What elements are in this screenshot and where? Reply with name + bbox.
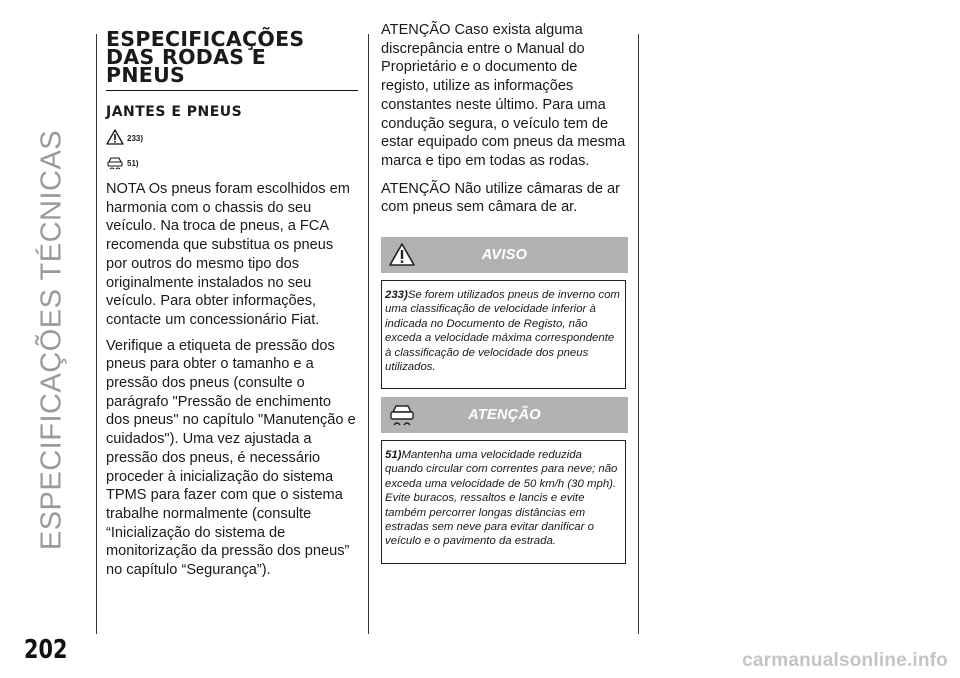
warning-box-title: AVISO: [481, 247, 528, 263]
left-rule: [96, 34, 97, 634]
heading-line: PNEUS: [106, 63, 186, 87]
watermark: carmanualsonline.info: [742, 650, 948, 671]
subheading: JANTES E PNEUS: [106, 104, 243, 120]
warning-reference: [106, 127, 358, 145]
skid-road-icon: [388, 402, 416, 428]
caution-box-number: 51): [385, 449, 402, 461]
left-column: [106, 27, 358, 580]
caution-box-body: [381, 440, 626, 564]
skid-road-icon: [106, 156, 124, 170]
caution-box-text: [385, 448, 623, 549]
section-heading: [106, 27, 358, 91]
paragraph-attention-registration: ATENÇÃO Caso exista alguma discrepância entre o Manual do Proprietário e o documento de registo, utilize as informações constantes neste último. Para uma condução segura, o veículo tem de estar equipado com pneus da mesma marca e tipo em todas as rodas.: [381, 22, 626, 169]
paragraph-note: NOTA Os pneus foram escolhidos em harmonia com o chassis do seu veículo. Na troca de pneus, a FCA recomenda que substitua os pneus por outros do mesmo tipo dos originalmente instalados no seu veículo. Para obter informações, contacte um concessionário Fiat.: [106, 181, 350, 328]
caution-box-header: [381, 397, 628, 433]
heading-line: DAS RODAS E: [106, 45, 267, 69]
reference-number: 51): [127, 159, 139, 168]
paragraph-tyre-pressure: Verifique a etiqueta de pressão dos pneus para obter o tamanho e a pressão dos pneus (consulte o parágrafo "Pressão de enchimento dos pneus" no capítulo "Manutenção e cuidados"). Uma vez ajustada a pressão dos pneus, é necessário proceder à inicialização do sistema TPMS para fazer com que o sistema trabalhe normalmente (consulte “Inicialização do sistema de monitorização da pressão dos pneus” no capítulo “Segurança”).: [106, 337, 356, 579]
column-divider: [368, 34, 369, 634]
warning-box-content: Se forem utilizados pneus de inverno com uma classificação de velocidade inferior à indicada no Documento de Registo, não exceda a velocidade máxima correspondente à classificação de velocidade dos pneus utilizados.: [385, 289, 620, 374]
heading-line: ESPECIFICAÇÕES: [106, 27, 305, 51]
caution-reference: [106, 152, 358, 170]
warning-box-text: [385, 288, 623, 374]
right-rule: [638, 34, 639, 634]
warning-triangle-icon: [388, 242, 416, 268]
warning-box-header: [381, 237, 628, 273]
warning-box-number: 233): [385, 289, 408, 301]
paragraph-attention-tubes: ATENÇÃO Não utilize câmaras de ar com pneus sem câmara de ar.: [381, 180, 620, 216]
right-column: [381, 21, 629, 217]
warning-triangle-icon: [106, 129, 124, 145]
reference-number: 233): [127, 134, 144, 143]
caution-box-content: Mantenha uma velocidade reduzida quando circular com correntes para neve; não exceda uma velocidade de 50 km/h (30 mph). Evite buracos, ressaltos e lancis e evite também percorrer longas distâncias em estradas sem neve para evitar danificar o veículo e o pavimento da estrada.: [385, 449, 618, 548]
caution-box-title: ATENÇÃO: [468, 407, 541, 423]
page-number: 202: [24, 635, 68, 665]
warning-box-body: [381, 280, 626, 389]
